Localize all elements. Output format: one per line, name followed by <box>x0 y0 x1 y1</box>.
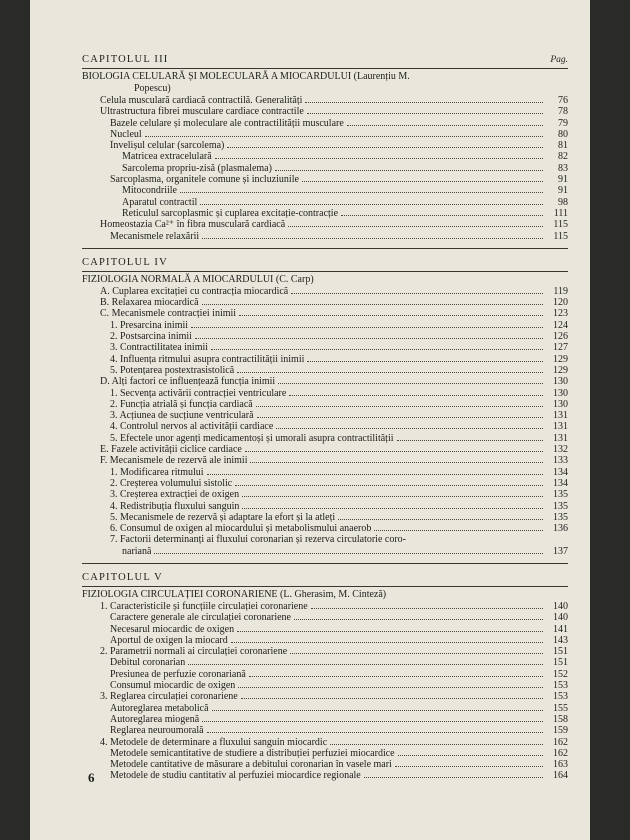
toc-entry-text: 5. Potențarea postextrasistolică <box>110 364 235 376</box>
toc-entry <box>82 546 568 557</box>
toc-entry-page: 119 <box>553 285 568 297</box>
toc-entry <box>82 421 568 432</box>
toc-entry-page: 141 <box>553 623 568 635</box>
toc-entry <box>82 737 568 748</box>
toc-entry-text: F. Mecanismele de rezervă ale inimii <box>100 455 248 467</box>
chapter-heading-label: CAPITOLUL IV <box>82 256 168 268</box>
toc-entry-page: 76 <box>558 95 568 106</box>
toc-entry <box>82 118 568 129</box>
toc-entry <box>82 759 568 770</box>
toc-entry <box>82 455 568 466</box>
toc-entry-page: 140 <box>553 600 568 612</box>
toc-entry-page: 159 <box>553 725 568 737</box>
toc-entry-page: 131 <box>553 432 568 444</box>
toc-entry <box>82 185 568 196</box>
toc-entry <box>82 410 568 421</box>
toc-entry <box>82 680 568 691</box>
toc-entry <box>82 331 568 342</box>
toc-entry-text: 3. Acțiunea de sucțiune ventriculară <box>110 410 254 422</box>
toc-entry <box>82 534 568 545</box>
toc-entry-page: 130 <box>553 398 568 410</box>
toc-entry <box>82 748 568 759</box>
toc-entry-page: 131 <box>553 410 568 422</box>
toc-entry-text: Matricea extracelulară <box>122 151 212 163</box>
toc-entry <box>82 646 568 657</box>
toc-entry-text: Reticulul sarcoplasmic și cuplarea excitație-contracție <box>122 207 339 219</box>
toc-entry <box>82 478 568 489</box>
toc-entry <box>82 703 568 714</box>
toc-entry-text: Bazele celulare și moleculare ale contractilității musculare <box>110 117 344 129</box>
toc-entry-page: 81 <box>558 140 568 152</box>
toc-entry-text: 7. Factorii determinanți ai fluxului coronarian și rezerva circulatorie coro- <box>110 534 406 546</box>
toc-entry <box>82 219 568 230</box>
toc-entry <box>82 612 568 623</box>
toc-entry-page: 133 <box>553 455 568 467</box>
toc-entry-page: 120 <box>553 297 568 309</box>
toc-entry-page: 129 <box>553 364 568 376</box>
toc-entry-page: 162 <box>553 736 568 748</box>
toc-entry <box>82 174 568 185</box>
toc-entry-text: 2. Funcția atrială și funcția cardiacă <box>110 398 253 410</box>
toc-entry-page: 124 <box>553 319 568 331</box>
toc-entry <box>82 512 568 523</box>
toc-entry-text: Metodele semicantitative de studiere a distribuției perfuziei miocardice <box>110 747 395 759</box>
toc-entry-page: 140 <box>553 612 568 624</box>
toc-entry-page: 83 <box>558 162 568 174</box>
toc-entry <box>82 725 568 736</box>
toc-entry-page: 143 <box>553 634 568 646</box>
toc-entry <box>82 151 568 162</box>
toc-entry-text: Învelișul celular (sarcolema) <box>110 140 225 152</box>
toc-entry-text: 4. Influența ritmului asupra contractilității inimii <box>110 353 305 365</box>
chapter-heading <box>82 54 568 65</box>
toc-entry-page: 131 <box>553 421 568 433</box>
toc-entry-text: C. Mecanismele contracției inimii <box>100 308 237 320</box>
toc-entry-text: 4. Controlul nervos al activității cardiace <box>110 421 274 433</box>
toc-entry-page: 153 <box>553 691 568 703</box>
book-page <box>30 0 590 840</box>
toc-entry-text: 5. Mecanismele de rezervă și adaptare la efort și la atleți <box>110 511 336 523</box>
table-of-contents <box>82 46 568 782</box>
toc-entry <box>82 691 568 702</box>
toc-entry-text: nariană <box>122 545 152 557</box>
toc-entry-page: 164 <box>553 770 568 782</box>
chapter-title-line: FIZIOLOGIA CIRCULAȚIEI CORONARIENE (L. Gherasim, M. Cinteză) <box>82 588 387 600</box>
toc-entry <box>82 770 568 781</box>
toc-entry-page: 151 <box>553 646 568 658</box>
toc-entry <box>82 444 568 455</box>
toc-entry-text: Presiunea de perfuzie coronariană <box>110 668 246 680</box>
chapter-title-line: FIZIOLOGIA NORMALĂ A MIOCARDULUI (C. Carp) <box>82 273 314 285</box>
toc-entry-text: 1. Presarcina inimii <box>110 319 189 331</box>
toc-entry-text: Ultrastructura fibrei musculare cardiace contractile <box>100 106 304 118</box>
toc-entry-page: 135 <box>553 489 568 501</box>
chapter-title-line: Popescu) <box>134 83 171 94</box>
toc-entry-text: 6. Consumul de oxigen al miocardului și metabolismului anaerob <box>110 523 372 535</box>
toc-entry-text: A. Cuplarea excitației cu contracția miocardică <box>100 285 289 297</box>
toc-entry <box>82 657 568 668</box>
toc-entry-page: 135 <box>553 500 568 512</box>
chapter-title <box>82 271 568 286</box>
toc-entry-text: Reglarea neuroumorală <box>110 725 204 737</box>
toc-entry-text: Nucleul <box>110 128 142 140</box>
chapter-heading-label: CAPITOLUL V <box>82 571 163 583</box>
toc-entry <box>82 376 568 387</box>
toc-entry-text: Mecanismele relaxării <box>110 230 200 242</box>
divider <box>82 248 568 249</box>
toc-entry-page: 91 <box>558 185 568 197</box>
toc-entry <box>82 669 568 680</box>
toc-entry-page: 155 <box>553 702 568 714</box>
toc-entry <box>82 342 568 353</box>
toc-entry <box>82 354 568 365</box>
toc-entry-page: 132 <box>553 444 568 456</box>
toc-entry <box>82 320 568 331</box>
toc-entry-text: E. Fazele activității ciclice cardiace <box>100 444 242 456</box>
toc-entry-page: 115 <box>553 219 568 231</box>
toc-entry <box>82 297 568 308</box>
toc-entry-page: 111 <box>553 207 568 219</box>
toc-entry-page: 79 <box>558 117 568 129</box>
chapter-heading <box>82 572 568 583</box>
toc-entry-text: 3. Creșterea extracției de oxigen <box>110 489 240 501</box>
toc-entry-page: 123 <box>553 308 568 320</box>
toc-entry-page: 126 <box>553 331 568 343</box>
toc-entry <box>82 231 568 242</box>
divider <box>82 563 568 564</box>
toc-entry-text: Autoreglarea miogenă <box>110 713 200 725</box>
toc-entry-text: 5. Efectele unor agenți medicamentoși și umorali asupra contractilității <box>110 432 394 444</box>
toc-entry-text: Metodele cantitative de măsurare a debitului coronarian în vasele mari <box>110 759 392 771</box>
toc-entry <box>82 140 568 151</box>
toc-entry-text: 2. Parametrii normali ai circulației coronariene <box>100 646 288 658</box>
toc-entry <box>82 365 568 376</box>
toc-entry <box>82 95 568 106</box>
chapter-title <box>82 68 568 95</box>
toc-entry <box>82 501 568 512</box>
toc-entry-text: 1. Caracteristicile și funcțiile circulației coronariene <box>100 600 308 612</box>
toc-entry <box>82 467 568 478</box>
toc-entry <box>82 286 568 297</box>
toc-entry <box>82 129 568 140</box>
toc-entry <box>82 433 568 444</box>
toc-entry-page: 130 <box>553 387 568 399</box>
toc-entry-text: 1. Modificarea ritmului <box>110 466 204 478</box>
chapter-title-line: BIOLOGIA CELULARĂ ȘI MOLECULARĂ A MIOCARDULUI (Laurențiu M. <box>82 71 410 82</box>
toc-entry-page: 98 <box>558 196 568 208</box>
toc-entry <box>82 208 568 219</box>
toc-entry <box>82 163 568 174</box>
chapter-heading <box>82 257 568 268</box>
toc-entry <box>82 197 568 208</box>
toc-entry-page: 91 <box>558 174 568 186</box>
toc-entry-page: 127 <box>553 342 568 354</box>
toc-entry <box>82 388 568 399</box>
toc-entry-page: 80 <box>558 128 568 140</box>
toc-entry-page: 152 <box>553 668 568 680</box>
toc-entry <box>82 635 568 646</box>
toc-entry-text: Necesarul miocardic de oxigen <box>110 623 235 635</box>
toc-entry-text: Celula musculară cardiacă contractilă. Generalități <box>100 95 303 106</box>
toc-entry-text: 2. Creșterea volumului sistolic <box>110 477 233 489</box>
toc-entry-page: 153 <box>553 680 568 692</box>
toc-entry <box>82 523 568 534</box>
toc-entry-text: 3. Contractilitatea inimii <box>110 342 209 354</box>
toc-entry-text: Autoreglarea metabolică <box>110 702 209 714</box>
toc-entry-text: B. Relaxarea miocardică <box>100 297 199 309</box>
toc-entry <box>82 624 568 635</box>
toc-entry-page: 130 <box>553 376 568 388</box>
toc-entry-page: 136 <box>553 523 568 535</box>
toc-entry-page: 135 <box>553 511 568 523</box>
toc-entry-text: 4. Metodele de determinare a fluxului sanguin miocardic <box>100 736 328 748</box>
toc-entry <box>82 399 568 410</box>
toc-entry-text: Aportul de oxigen la miocard <box>110 634 228 646</box>
toc-entry-page: 163 <box>553 759 568 771</box>
toc-entry-page: 137 <box>553 545 568 557</box>
toc-entry-page: 115 <box>553 230 568 242</box>
chapter-title <box>82 586 568 601</box>
page-column-label: Pag. <box>550 55 568 65</box>
toc-entry-text: 1. Secvența activării contracției ventriculare <box>110 387 287 399</box>
chapter-heading-label: CAPITOLUL III <box>82 54 169 65</box>
toc-entry <box>82 601 568 612</box>
toc-entry <box>82 308 568 319</box>
toc-entry-text: Consumul miocardic de oxigen <box>110 680 236 692</box>
toc-entry-page: 162 <box>553 747 568 759</box>
page-number: 6 <box>88 770 95 785</box>
toc-entry-page: 82 <box>558 151 568 163</box>
toc-entry <box>82 106 568 117</box>
toc-entry <box>82 489 568 500</box>
toc-entry-text: 3. Reglarea circulației coronariene <box>100 691 238 703</box>
toc-entry-page: 151 <box>553 657 568 669</box>
toc-entry-text: 2. Postsarcina inimii <box>110 331 192 343</box>
toc-entry-text: Debitul coronarian <box>110 657 186 669</box>
toc-entry-text: Sarcolema propriu-zisă (plasmalema) <box>122 162 272 174</box>
toc-entry-page: 134 <box>553 466 568 478</box>
toc-entry-page: 78 <box>558 106 568 118</box>
toc-entry-page: 134 <box>553 477 568 489</box>
toc-entry-text: Aparatul contractil <box>122 196 198 208</box>
toc-entry-text: Mitocondriile <box>122 185 177 197</box>
toc-entry-text: D. Alți factori ce influențează funcția inimii <box>100 376 276 388</box>
toc-entry-page: 129 <box>553 353 568 365</box>
toc-entry <box>82 714 568 725</box>
toc-entry-text: Caractere generale ale circulației coronariene <box>110 612 291 624</box>
toc-entry-text: 4. Redistribuția fluxului sanguin <box>110 500 240 512</box>
toc-entry-page: 158 <box>553 713 568 725</box>
toc-entry-text: Homeostazia Ca²⁺ în fibra musculară cardiacă <box>100 219 286 231</box>
toc-entry-text: Metodele de studiu cantitativ al perfuziei miocardice regionale <box>110 770 361 782</box>
toc-entry-text: Sarcoplasma, organitele comune și incluziunile <box>110 174 299 186</box>
